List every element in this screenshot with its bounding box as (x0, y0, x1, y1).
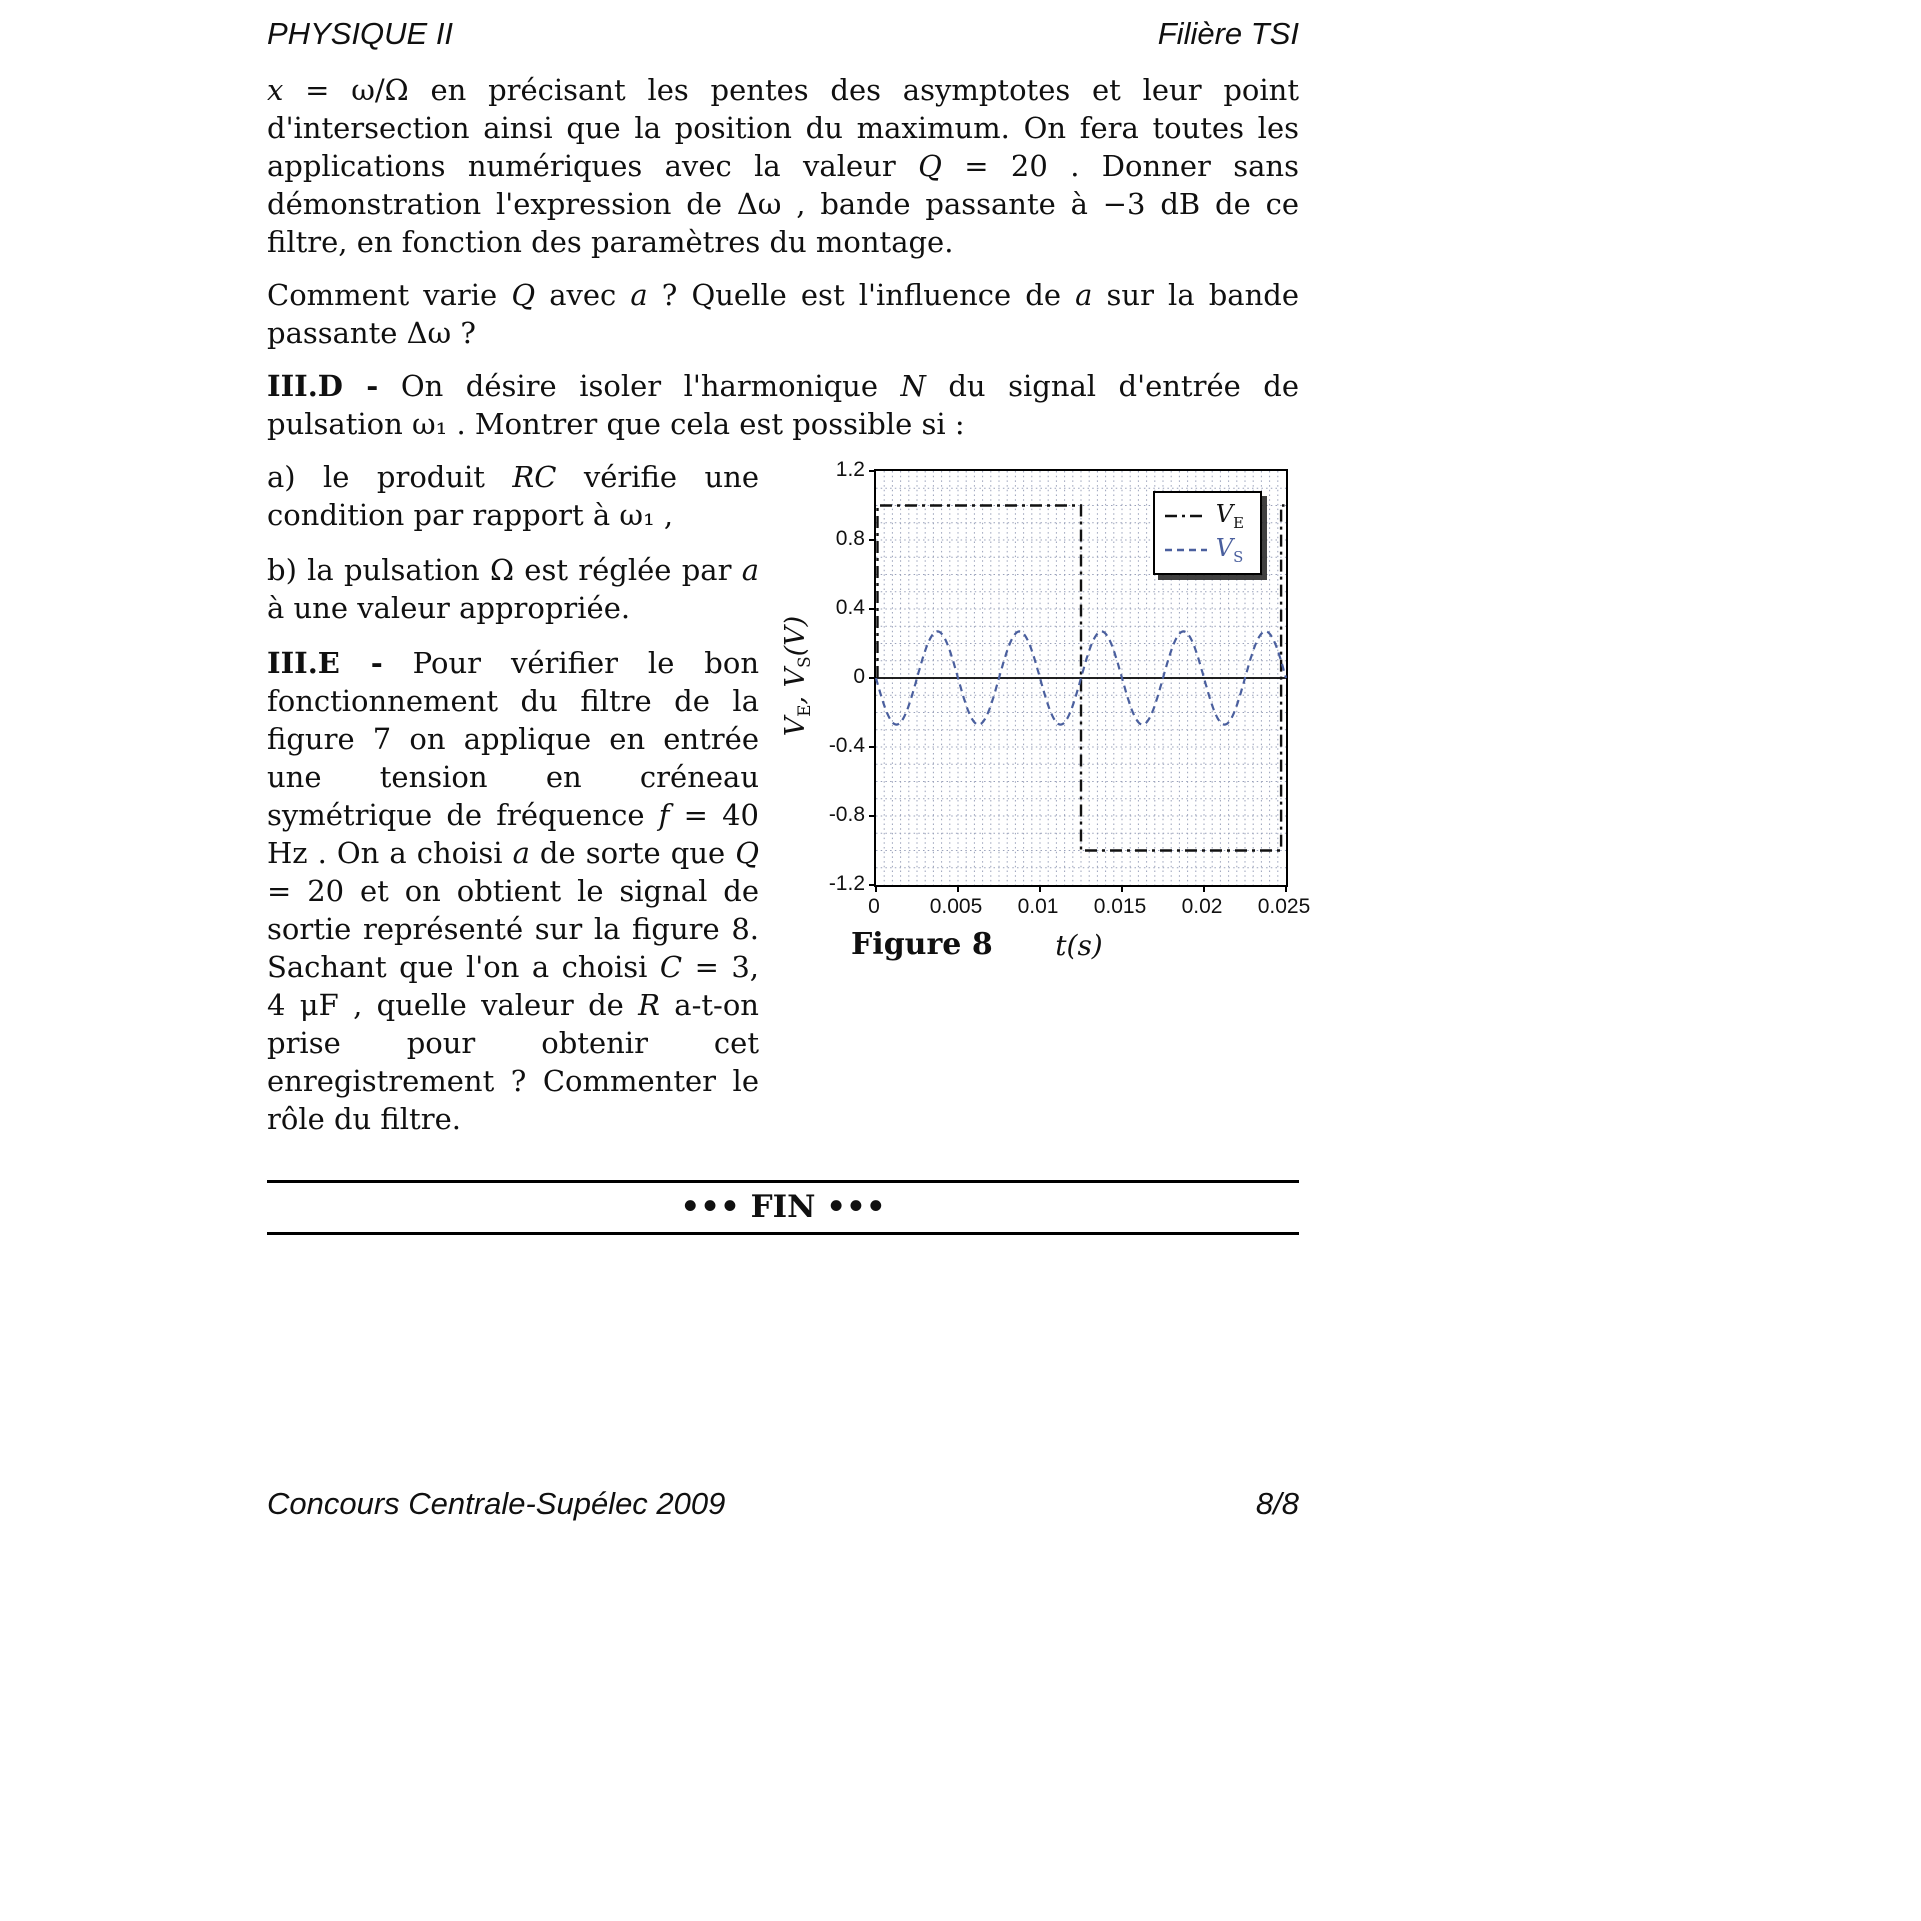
page-footer (267, 1486, 1299, 1522)
y-tick-label: 0 (853, 664, 865, 688)
figure-caption: Figure 8 (851, 926, 993, 962)
item-a: a) le produit RC vérifie une condition par rapport à ω₁ , (267, 459, 759, 532)
plot-area (874, 469, 1288, 887)
paragraph-q-influence: Comment varie Q avec a ? Quelle est l'influence de a sur la bande passante Δω ? (267, 277, 1299, 350)
header-subject: PHYSIQUE II (267, 16, 454, 51)
chart-legend (1153, 491, 1262, 575)
left-text-column (267, 459, 759, 1156)
y-tick-labels (803, 457, 865, 895)
fin-block (267, 1180, 1299, 1235)
footer-exam-name: Concours Centrale-Supélec 2009 (267, 1486, 726, 1521)
legend-line-ve (1165, 513, 1207, 519)
y-tick-label: 1.2 (835, 457, 865, 481)
y-tick-label: -1.2 (828, 871, 865, 895)
footer-page-number: 8/8 (1255, 1486, 1299, 1521)
x-tick-label: 0.015 (1093, 894, 1147, 918)
section-iii-d: III.D - On désire isoler l'harmonique N du signal d'entrée de pulsation ω₁ . Montrer que cela est possible si : (267, 368, 1299, 441)
legend-label-vs: $V_S$ (1215, 533, 1244, 566)
y-axis-label: $V_E$, $V_S(V)$ (779, 615, 815, 737)
legend-entry-ve (1165, 499, 1244, 533)
figure-8 (779, 457, 1311, 974)
header-track: Filière TSI (1157, 16, 1299, 51)
y-tick-label: -0.4 (828, 733, 865, 757)
figure-caption-row (779, 927, 1299, 969)
section-iii-e: III.E - Pour vérifier le bon fonctionnement du filtre de la figure 7 on applique en entrée une tension en créneau symétrique de fréquence f = 40 Hz . On a choisi a de sorte que Q = 20 et on obtient le signal de sortie représenté sur la figure 8. Sachant que l'on a choisi C = 3, 4 μF , quelle valeur de R a-t-on prise pour obtenir cet enregistrement ? Commenter le rôle du filtre. (267, 645, 760, 1136)
x-axis-label: t(s) (1055, 928, 1103, 962)
legend-entry-vs (1165, 533, 1244, 567)
x-tick-label: 0 (868, 894, 880, 918)
page-header (267, 16, 1299, 52)
y-tick-label: 0.8 (835, 526, 865, 550)
legend-line-vs (1165, 547, 1207, 553)
fin-text: ••• FIN ••• (680, 1188, 886, 1225)
x-tick-label: 0.025 (1257, 894, 1311, 918)
two-column-section (267, 457, 1311, 1156)
item-b: b) la pulsation Ω est réglée par a à une valeur appropriée. (267, 552, 759, 625)
page-content (267, 72, 1311, 1235)
legend-label-ve: $V_E$ (1215, 499, 1244, 532)
x-tick-labels (868, 894, 1311, 921)
y-tick-label: -0.8 (828, 802, 865, 826)
x-tick-label: 0.02 (1181, 894, 1223, 918)
divider-rule-bottom (267, 1232, 1299, 1235)
paragraph-asymptotes: x = ω/Ω en précisant les pentes des asymptotes et leur point d'intersection ainsi que la position du maximum. On fera toutes les applications numériques avec la valeur Q = 20 . Donner sans démonstration l'expression de Δω , bande passante à −3 dB de ce filtre, en fonction des paramètres du montage. (267, 73, 1299, 259)
y-tick-label: 0.4 (835, 595, 865, 619)
x-tick-label: 0.01 (1017, 894, 1059, 918)
x-tick-label: 0.005 (929, 894, 983, 918)
